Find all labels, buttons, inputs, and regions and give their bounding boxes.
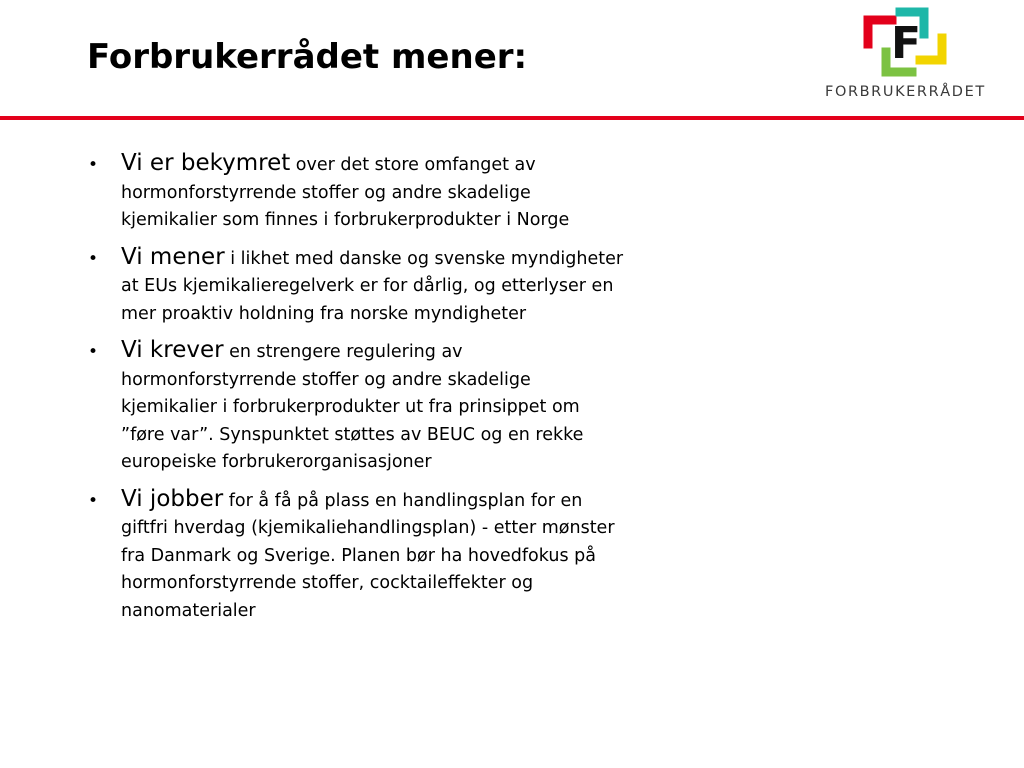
logo-yellow-bracket (920, 38, 942, 60)
bullet-list (88, 150, 628, 634)
list-item (88, 486, 628, 626)
bullet-icon: • (88, 248, 99, 269)
forbrukerradet-logo (822, 4, 992, 104)
bullet-text: over det store omfanget av hormonforstyrrende stoffer og andre skadelige kjemikalier som finnes i forbrukerprodukter i Norge (121, 155, 570, 230)
bullet-text: en strengere regulering av hormonforstyrrende stoffer og andre skadelige kjemikalier i forbrukerprodukter ut fra prinsippet om ”føre var”. Synspunktet støttes av BEUC og en rekke europeiske forbrukerorganisasjoner (121, 342, 584, 472)
list-item (88, 150, 628, 235)
bullet-lead: Vi er bekymret (121, 150, 291, 176)
slide-title: Forbrukerrådet mener: (87, 37, 528, 77)
list-item (88, 337, 628, 477)
bullet-lead: Vi jobber (121, 485, 224, 512)
header-divider (0, 116, 1024, 120)
logo-wordmark: FORBRUKERRÅDET (825, 84, 986, 100)
bullet-icon: • (88, 342, 99, 362)
forbrukerradet-logo-icon (862, 4, 950, 82)
bullet-icon: • (88, 490, 99, 511)
bullet-lead: Vi mener (121, 243, 225, 270)
bullet-text: for å få på plass en handlingsplan for en giftfri hverdag (kjemikaliehandlingsplan) - etter mønster fra Danmark og Sverige. Planen bør ha hovedfokus på hormonforstyrrende stoffer, cocktaileffekter og nanomaterialer (121, 490, 615, 621)
list-item (88, 244, 628, 329)
bullet-text: i likhet med danske og svenske myndigheter at EUs kjemikalieregelverk er for dårlig, og etterlyser en mer proaktiv holdning fra norske myndigheter (121, 248, 624, 324)
logo-red-bracket (868, 20, 892, 44)
bullet-lead: Vi krever (121, 337, 224, 363)
logo-letter: F (890, 18, 922, 69)
bullet-icon: • (88, 155, 99, 175)
